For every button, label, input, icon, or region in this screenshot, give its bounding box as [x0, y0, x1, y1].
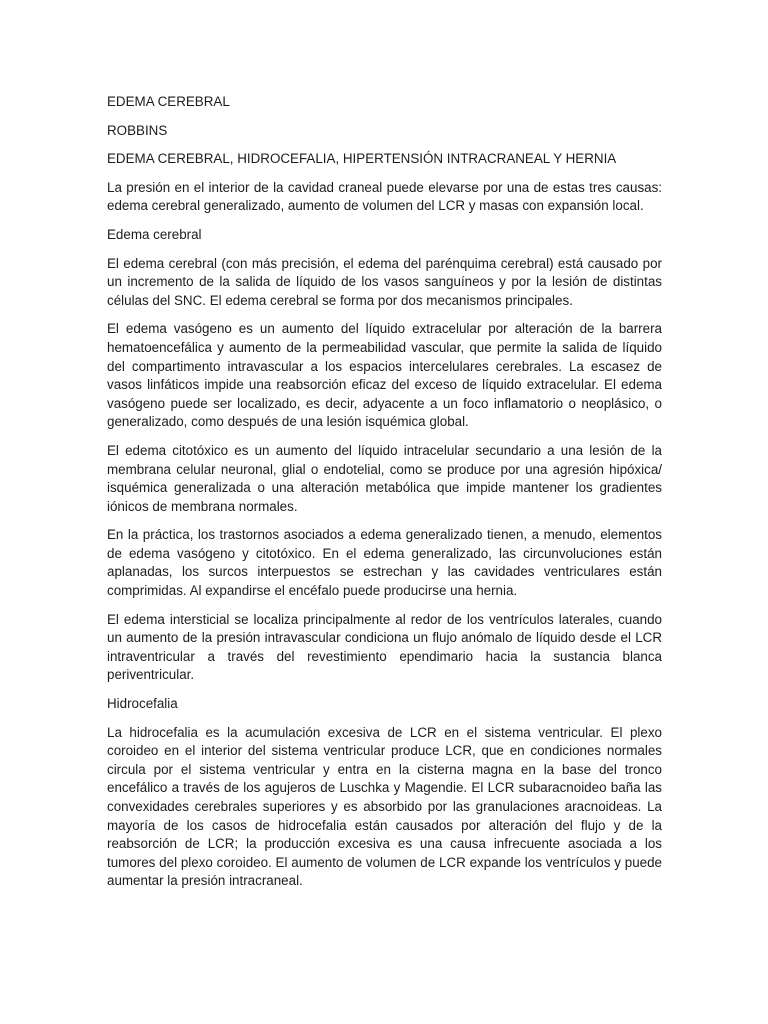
edema-paragraph: El edema citotóxico es un aumento del líquido intracelular secundario a una lesión de la membrana celular neuronal, glial o endotelial, como se produce por una agresión hipóxica/ isquémica generalizada o una alteración metabólica que impide mantener los gradientes iónicos de membrana normales. — [107, 442, 662, 514]
intro-paragraph: La presión en el interior de la cavidad craneal puede elevarse por una de estas tres causas: edema cerebral generalizado, aumento de volumen del LCR y masas con expansión local. — [107, 179, 662, 214]
hidrocefalia-paragraph: La hidrocefalia es la acumulación excesiva de LCR en el sistema ventricular. El plexo coroideo en el interior del sistema ventricular produce LCR, que en condiciones normales circula por el sistema ventricular y entra en la cisterna magna en la base del tronco encefálico a través de los agujeros de Luschka y Magendie. El LCR subaracnoideo baña las convexidades cerebrales superiores y es absorbido por las granulaciones aracnoideas. La mayoría de los casos de hidrocefalia están causados por alteración del flujo y de la reabsorción de LCR; la producción excesiva es una causa infrecuente asociada a los tumores del plexo coroideo. El aumento de volumen de LCR expande los ventrículos y puede aumentar la presión intracraneal. — [107, 724, 662, 889]
chapter-heading: EDEMA CEREBRAL, HIDROCEFALIA, HIPERTENSIÓN INTRACRANEAL Y HERNIA — [107, 151, 617, 167]
edema-paragraph: El edema intersticial se localiza principalmente al redor de los ventrículos laterales, cuando un aumento de la presión intravascular condiciona un flujo anómalo de líquido desde el LCR intraventricular a través del revestimiento ependimario hacia la sustancia blanca periventricular. — [107, 611, 662, 683]
edema-paragraph: En la práctica, los trastornos asociados a edema generalizado tienen, a menudo, elementos de edema vasógeno y citotóxico. En el edema generalizado, las circunvoluciones están aplanadas, los surcos interpuestos se estrechan y las cavidades ventriculares están comprimidas. Al expandirse el encéfalo puede producirse una hernia. — [107, 527, 662, 599]
document-page — [107, 93, 662, 901]
section-heading-hidrocefalia: Hidrocefalia — [107, 696, 178, 712]
edema-paragraph: El edema cerebral (con más precisión, el edema del parénquima cerebral) está causado por un incremento de la salida de líquido de los vasos sanguíneos y por la lesión de distintas células del SNC. El edema cerebral se forma por dos mecanismos principales. — [107, 255, 662, 308]
document-title: EDEMA CEREBRAL — [107, 94, 230, 109]
section-heading-edema: Edema cerebral — [107, 226, 202, 242]
document-source: ROBBINS — [107, 122, 168, 138]
edema-paragraph: El edema vasógeno es un aumento del líquido extracelular por alteración de la barrera hematoencefálica y aumento de la permeabilidad vascular, que permite la salida de líquido del compartimento intravascular a los espacios intercelulares cerebrales. La escasez de vasos linfáticos impide una reabsorción eficaz del exceso de líquido extracelular. El edema vasógeno puede ser localizado, es decir, adyacente a un foco inflamatorio o neoplásico, o generalizado, como después de una lesión isquémica global. — [107, 321, 662, 430]
